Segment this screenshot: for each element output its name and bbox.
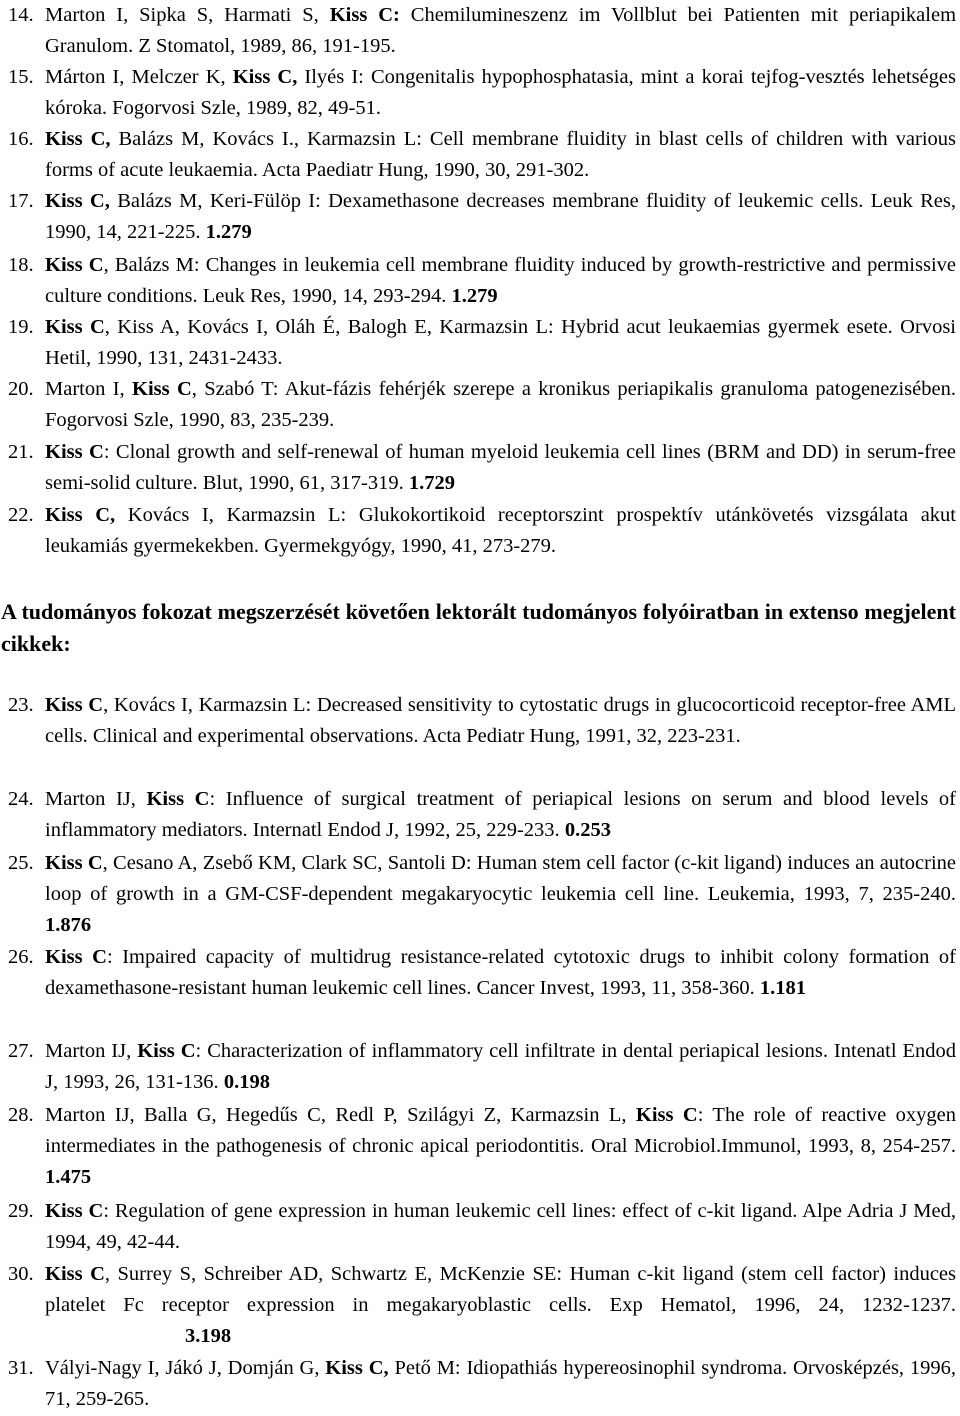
reference-text: Balázs M, Keri-Fülöp I: Dexamethasone decreases membrane fluidity of leukemic cells. Leuk Res, 1990, 14, 221-225. — [45, 190, 956, 243]
reference-text: Balázs M, Kovács I., Karmazsin L: Cell membrane fluidity in blast cells of children with various forms of acute leukaemia. Acta Paediatr Hung, 1990, 30, 291-302. — [45, 128, 957, 181]
reference-item — [8, 312, 956, 374]
reference-item — [8, 437, 956, 499]
reference-item — [8, 124, 956, 186]
reference-text: , Szabó T: Akut-fázis fehérjék szerepe a kronikus periapikalis granuloma patogenezisében. Fogorvosi Szle, 1990, 83, 235-239. — [45, 378, 956, 431]
reference-number: 16. — [8, 128, 34, 150]
reference-number: 17. — [8, 190, 34, 212]
reference-authors: Marton I, — [45, 378, 132, 400]
reference-number: 27. — [8, 1040, 34, 1062]
reference-item — [8, 690, 956, 752]
reference-number: 29. — [8, 1200, 34, 1222]
reference-item — [8, 0, 956, 62]
impact-factor: 1.876 — [45, 914, 92, 936]
reference-item — [8, 1196, 956, 1258]
reference-highlighted-author: Kiss C, — [232, 66, 298, 88]
reference-authors: Marton IJ, — [45, 788, 147, 810]
impact-factor: 1.279 — [205, 221, 252, 243]
reference-text: Chemilumineszenz im Vollblut bei Patienten mit periapikalem Granulom. Z Stomatol, 1989, 86, 191-195. — [45, 4, 957, 57]
impact-factor: 3.198 — [185, 1325, 232, 1347]
reference-authors: Marton IJ, Balla G, Hegedűs C, Redl P, Szilágyi Z, Karmazsin L, — [45, 1104, 636, 1126]
reference-authors: Marton I, Sipka S, Harmati S, — [45, 4, 330, 26]
reference-number: 20. — [8, 378, 34, 400]
reference-text: , Cesano A, Zsebő KM, Clark SC, Santoli D: Human stem cell factor (c-kit ligand) induces an autocrine loop of growth in a GM-CSF-dependent megakaryocytic leukemia cell line. Leukemia, 1993, 7, 235-240. — [45, 852, 956, 905]
reference-text: : Characterization of inflammatory cell infiltrate in dental periapical lesions. Intenatl Endod J, 1993, 26, 131-136. — [45, 1040, 957, 1093]
reference-highlighted-author: Kiss C — [635, 1104, 698, 1126]
reference-item — [8, 784, 956, 846]
reference-item — [8, 186, 956, 248]
reference-highlighted-author: Kiss C — [45, 694, 104, 716]
reference-item — [8, 1036, 956, 1098]
reference-item — [8, 1353, 956, 1415]
reference-highlighted-author: Kiss C — [137, 1040, 196, 1062]
reference-text: : The role of reactive oxygen intermediates in the pathogenesis of chronic apical periodontitis. Oral Microbiol.Immunol, 1993, 8, 254-257. — [45, 1104, 956, 1157]
reference-number: 14. — [8, 4, 34, 26]
reference-highlighted-author: Kiss C, — [45, 128, 111, 150]
reference-item — [8, 250, 956, 312]
reference-highlighted-author: Kiss C, — [45, 504, 116, 526]
reference-number: 22. — [8, 504, 34, 526]
reference-number: 25. — [8, 852, 34, 874]
reference-text: Ilyés I: Congenitalis hypophosphatasia, mint a korai tejfog-vesztés lehetséges kóroka. Fogorvosi Szle, 1989, 82, 49-51. — [45, 66, 956, 119]
reference-highlighted-author: Kiss C, — [325, 1357, 389, 1379]
reference-text: Kovács I, Karmazsin L: Glukokortikoid receptorszint prospektív utánkövetés vizsgálata akut leukamiás gyermekekben. Gyermekgyógy, 1990, 41, 273-279. — [45, 504, 957, 557]
reference-highlighted-author: Kiss C, — [45, 190, 110, 212]
reference-item — [8, 374, 956, 436]
reference-authors: Márton I, Melczer K, — [45, 66, 233, 88]
impact-factor: 1.475 — [45, 1166, 92, 1188]
reference-text: , Balázs M: Changes in leukemia cell membrane fluidity induced by growth-restrictive and permissive culture conditions. Leuk Res, 1990, 14, 293-294. — [45, 254, 956, 307]
reference-number: 18. — [8, 254, 34, 276]
reference-item — [8, 848, 956, 941]
reference-text: Pető M: Idiopathiás hypereosinophil syndroma. Orvosképzés, 1996, 71, 259-265. — [45, 1357, 956, 1410]
reference-number: 28. — [8, 1104, 34, 1126]
reference-authors: Marton IJ, — [45, 1040, 138, 1062]
reference-highlighted-author: Kiss C: — [329, 4, 400, 26]
reference-highlighted-author: Kiss C — [45, 1263, 105, 1285]
reference-text: , Kovács I, Karmazsin L: Decreased sensitivity to cytostatic drugs in glucocorticoid receptor-free AML cells. Clinical and experimental observations. Acta Pediatr Hung, 1991, 32, 223-231. — [45, 694, 957, 747]
reference-item — [8, 1259, 956, 1352]
reference-highlighted-author: Kiss C — [132, 378, 192, 400]
reference-highlighted-author: Kiss C — [45, 316, 105, 338]
reference-number: 23. — [8, 694, 34, 716]
impact-factor: 0.198 — [223, 1071, 270, 1093]
reference-number: 31. — [8, 1357, 34, 1379]
impact-factor: 1.279 — [451, 285, 498, 307]
reference-number: 19. — [8, 316, 34, 338]
reference-text: : Influence of surgical treatment of periapical lesions on serum and blood levels of inflammatory mediators. Internatl Endod J, 1992, 25, 229-233. — [45, 788, 957, 841]
reference-item — [8, 942, 956, 1004]
reference-number: 24. — [8, 788, 34, 810]
reference-highlighted-author: Kiss C — [146, 788, 210, 810]
impact-factor: 0.253 — [564, 819, 611, 841]
impact-factor: 1.729 — [408, 472, 455, 494]
reference-text: , Surrey S, Schreiber AD, Schwartz E, McKenzie SE: Human c-kit ligand (stem cell factor) induces platelet Fc receptor expression in megakaryoblastic cells. Exp Hematol, 1996, 24, 1232-1237. — [45, 1263, 956, 1316]
reference-item — [8, 500, 956, 562]
reference-text: : Regulation of gene expression in human leukemic cell lines: effect of c-kit ligand. Alpe Adria J Med, 1994, 49, 42-44. — [45, 1200, 956, 1253]
reference-text: : Impaired capacity of multidrug resistance-related cytotoxic drugs to inhibit colony formation of dexamethasone-resistant human leukemic cell lines. Cancer Invest, 1993, 11, 358-360. — [45, 946, 956, 999]
reference-highlighted-author: Kiss C — [45, 441, 104, 463]
reference-number: 15. — [8, 66, 34, 88]
reference-item — [8, 62, 956, 124]
reference-number: 30. — [8, 1263, 34, 1285]
reference-authors: Vályi-Nagy I, Jákó J, Domján G, — [45, 1357, 326, 1379]
reference-number: 26. — [8, 946, 34, 968]
reference-text: : Clonal growth and self-renewal of human myeloid leukemia cell lines (BRM and DD) in serum-free semi-solid culture. Blut, 1990, 61, 317-319. — [45, 441, 956, 494]
impact-factor: 1.181 — [759, 977, 806, 999]
reference-highlighted-author: Kiss C — [45, 254, 104, 276]
reference-highlighted-author: Kiss C — [45, 852, 103, 874]
reference-highlighted-author: Kiss C — [45, 946, 107, 968]
reference-item — [8, 1100, 956, 1193]
reference-text: , Kiss A, Kovács I, Oláh É, Balogh E, Karmazsin L: Hybrid acut leukaemias gyermek esete. Orvosi Hetil, 1990, 131, 2431-2433. — [45, 316, 956, 369]
section-heading: A tudományos fokozat megszerzését követően lektorált tudományos folyóiratban in extenso megjelent cikkek: — [1, 599, 956, 656]
reference-highlighted-author: Kiss C — [45, 1200, 104, 1222]
reference-number: 21. — [8, 441, 34, 463]
